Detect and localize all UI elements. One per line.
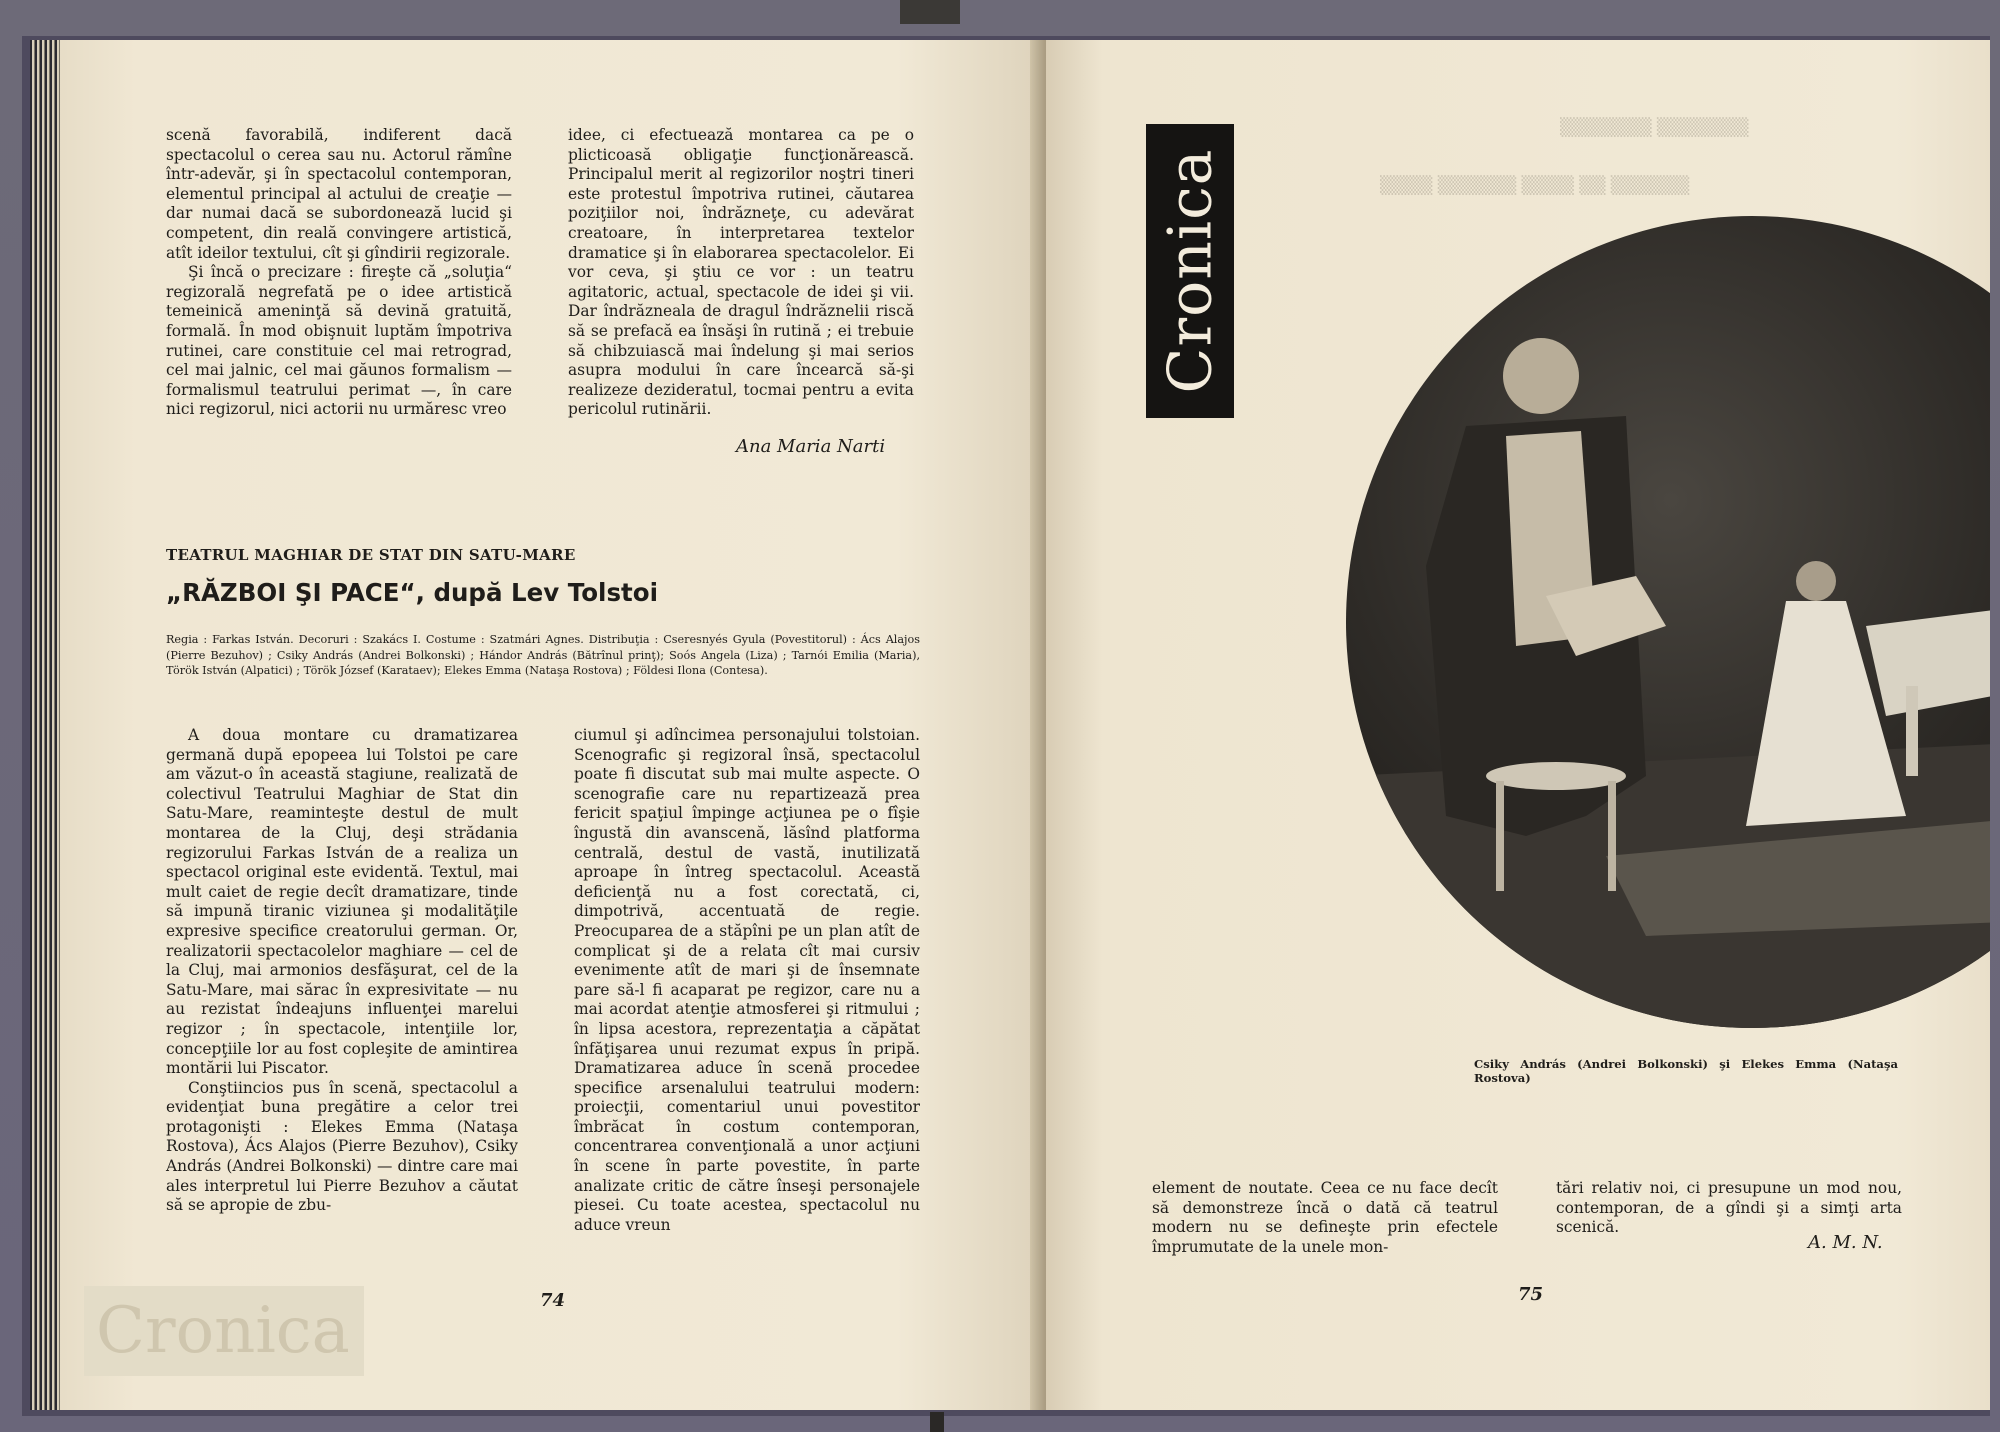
left-col2-top (568, 126, 914, 420)
cronica-label: Cronica (1155, 148, 1226, 394)
binding-clip (900, 0, 960, 24)
left-col2-bottom (574, 726, 920, 1235)
show-through-text: ▒▒▒▒▒▒▒ ▒▒▒▒▒▒▒ (1560, 118, 1749, 138)
cronica-section-tab (1146, 124, 1234, 418)
section-title: TEATRUL MAGHIAR DE STAT DIN SATU-MARE (166, 546, 576, 564)
paragraph: ciumul şi adîncimea personajului tolstoian. Scenografic şi regizoral însă, spectacolul poate fi discutat sub mai multe aspecte. O scenografie care nu repartizează prea fericit spaţiul împinge acţiunea pe o fîşie îngustă din avanscenă, lăsînd platforma centrală, destul de vastă, inutilizată aproape în întreg spectacolul. Această deficienţă nu a fost corectată, ci, dimpotrivă, accentuată de regie. Preocuparea de a stăpîni pe un plan atît de complicat şi de a relata cît mai cursiv evenimente atît de mari şi de însemnate pare să-l fi acaparat pe regizor, care nu a mai acordat atenţie atmosferei şi ritmului ; în lipsa acestora, reprezentaţia a căpătat înfăţişarea unui rezumat expus în pripă. Dramatizarea aduce în scenă procedee specifice arsenalului teatrului modern: proiecţii, comentariul unui povestitor îmbrăcat în costum contemporan, concentrarea convenţională a unor acţiuni în scene în parte povestite, în parte analizate critic de către înseşi personajele piesei. Cu toate acestea, spectacolul nu aduce vreun (574, 726, 920, 1234)
paragraph: Conştiincios pus în scenă, spectacolul a evidenţiat buna pregătire a celor trei protagonişti : Elekes Emma (Nataşa Rostova), Ács Alajos (Pierre Bezuhov), Csiky András (Andrei Bolkonski) — dintre care mai ales interpretul lui Pierre Bezuhov a căutat să se apropie de zbu- (166, 1078, 518, 1215)
paragraph: A doua montare cu dramatizarea germană după epopeea lui Tolstoi pe care am văzut-o în această stagiune, realizată de colectivul Teatrului Maghiar de Stat din Satu-Mare, reaminteşte destul de mult montarea de la Cluj, deşi strădania regizorului Farkas István de a realiza un spectacol original este evidentă. Textul, mai mult caiet de regie decît dramatizare, tinde să impună tiranic viziunea şi modalităţile expresive specifice creatorului german. Or, realizatorii spectacolelor maghiare — cel de la Cluj, mai armonios desfăşurat, cel de la Satu-Mare, mai sărac în expresivitate — nu au rezistat îndeajuns influenţei marelui regizor ; în spectacole, intenţiile lor, concepţiile lor au fost copleşite de amintirea montării lui Piscator. (166, 726, 518, 1078)
paragraph: scenă favorabilă, indiferent dacă spectacolul o cerea sau nu. Actorul rămîne într-adevăr, şi în spectacolul contemporan, elementul principal al actului de creaţie — dar numai dacă se subordonează lucid şi competent, din reală convingere artistică, atît ideilor textului, cît şi gîndirii regizorale. (166, 126, 512, 262)
left-col1-top (166, 126, 512, 420)
left-col1-bottom (166, 726, 518, 1216)
page-number-right: 75 (1518, 1284, 1544, 1305)
page-edges (30, 40, 60, 1410)
paragraph: tări relativ noi, ci presupune un mod nou, contemporan, de a gîndi şi a simţi arta scenică. (1556, 1179, 1902, 1237)
binding-clip-bottom (930, 1412, 944, 1432)
right-col1-bottom (1152, 1179, 1498, 1257)
paragraph: Şi încă o precizare : fireşte că „soluţia“ regizorală negrefată pe o idee artistică temeinică ameninţă să devină gratuită, formală. În mod obişnuit luptăm împotriva rutinei, care constituie cel mai retrograd, cel mai jalnic, cel mai găunos formalism — formalismul teatrului perimat —, în care nici regizorul, nici actorii nu urmăresc vreo (166, 263, 512, 419)
author-signature: Ana Maria Narti (736, 436, 886, 457)
initials-signature: A. M. N. (1808, 1232, 1883, 1253)
page-number-left: 74 (540, 1290, 566, 1311)
paragraph: idee, ci efectuează montarea ca pe o plicticoasă obligaţie funcţionărească. Principalul merit al regizorilor noştri tineri este protestul împotriva rutinei, căutarea poziţiilor noi, îndrăzneţe, cu adevărat creatoare, în interpretarea textelor dramatice şi în elaborarea spectacolelor. Ei vor ceva, şi ştiu ce vor : un teatru agitatoric, actual, spectacole de idei şi vii. Dar îndrăzneala de dragul îndrăznelii riscă să se prefacă ea însăşi în rutină ; ei trebuie să chibzuiască mai îndelung şi mai serios asupra modului în care încearcă să-şi realizeze dezideratul, tocmai pentru a evita pericolul rutinării. (568, 126, 914, 419)
right-col2-bottom (1556, 1179, 1902, 1238)
photo-frame (1346, 216, 1990, 1028)
production-photo (1346, 216, 1990, 1028)
play-title: „RĂZBOI ŞI PACE“, după Lev Tolstoi (166, 578, 658, 607)
ghost-logo-watermark: Cronica (84, 1286, 364, 1376)
show-through-text: ▒▒▒▒ ▒▒▒▒▒▒ ▒▒▒▒ ▒▒ ▒▒▒▒▒▒ (1380, 176, 1690, 196)
photo-caption: Csiky András (Andrei Bolkonski) şi Elekes Emma (Nataşa Rostova) (1474, 1057, 1898, 1085)
credits: Regia : Farkas István. Decoruri : Szakács I. Costume : Szatmári Agnes. Distribuţia : Cseresnyés Gyula (Povestitorul) : Ács Alajos (Pierre Bezuhov) ; Csiky András (Andrei Bolkonski) ; Hándor András (Bătrînul prinţ); Soós Angela (Liza) ; Tarnói Emilia (Maria), Török István (Alpatici) ; Török József (Karataev); Elekes Emma (Nataşa Rostova) ; Földesi Ilona (Contesa). (166, 633, 920, 678)
paragraph: element de noutate. Ceea ce nu face decît să demonstreze încă o dată că teatrul modern nu se defineşte prin efectele împrumutate de la unele mon- (1152, 1179, 1498, 1256)
